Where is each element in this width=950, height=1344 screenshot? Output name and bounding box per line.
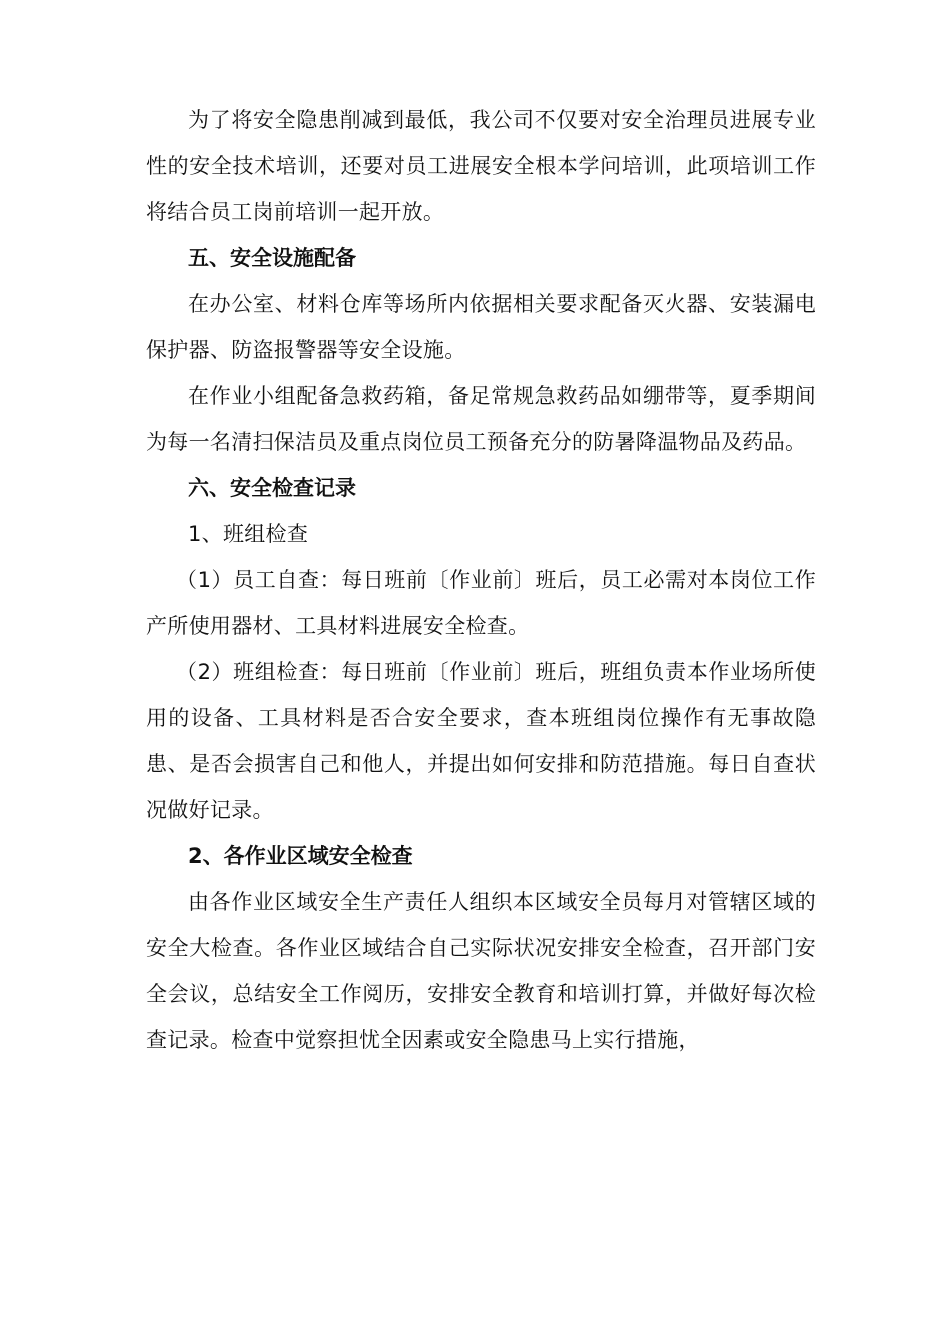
paragraph-self-check: （1）员工自查：每日班前〔作业前〕班后，员工必需对本岗位工作产所使用器材、工具材料进展安全检查。 [146,568,816,638]
paragraph-area-inspection: 由各作业区域安全生产责任人组织本区域安全员每月对管辖区域的安全大检查。各作业区域结合自己实际状况安排安全检查，召开部门安全会议，总结安全工作阅历，安排安全教育和培训打算，并做好每次检查记录。检查中觉察担忧全因素或安全隐患马上实行措施， [146,890,816,1052]
paragraph-team-check: （2）班组检查：每日班前〔作业前〕班后，班组负责本作业场所使用的设备、工具材料是否合安全要求，查本班组岗位操作有无事故隐患、是否会损害自己和他人，并提出如何安排和防范措施。每日自查状况做好记录。 [146,660,816,822]
paragraph-office-facilities: 在办公室、材料仓库等场所内依据相关要求配备灭火器、安装漏电保护器、防盗报警器等安全设施。 [146,292,816,362]
heading-safety-facilities: 五、安全设施配备 [188,246,356,270]
document-body [146,97,816,1063]
paragraph-first-aid: 在作业小组配备急救药箱，备足常规急救药品如绷带等，夏季期间为每一名清扫保洁员及重点岗位员工预备充分的防暑降温物品及药品。 [146,384,816,454]
heading-safety-inspection: 六、安全检查记录 [188,476,356,500]
paragraph-training: 为了将安全隐患削减到最低，我公司不仅要对安全治理员进展专业性的安全技术培训，还要对员工进展安全根本学问培训，此项培训工作将结合员工岗前培训一起开放。 [146,108,816,224]
subheading-team-inspection: 1、班组检查 [188,522,309,546]
heading-area-inspection: 2、各作业区域安全检查 [188,844,413,868]
